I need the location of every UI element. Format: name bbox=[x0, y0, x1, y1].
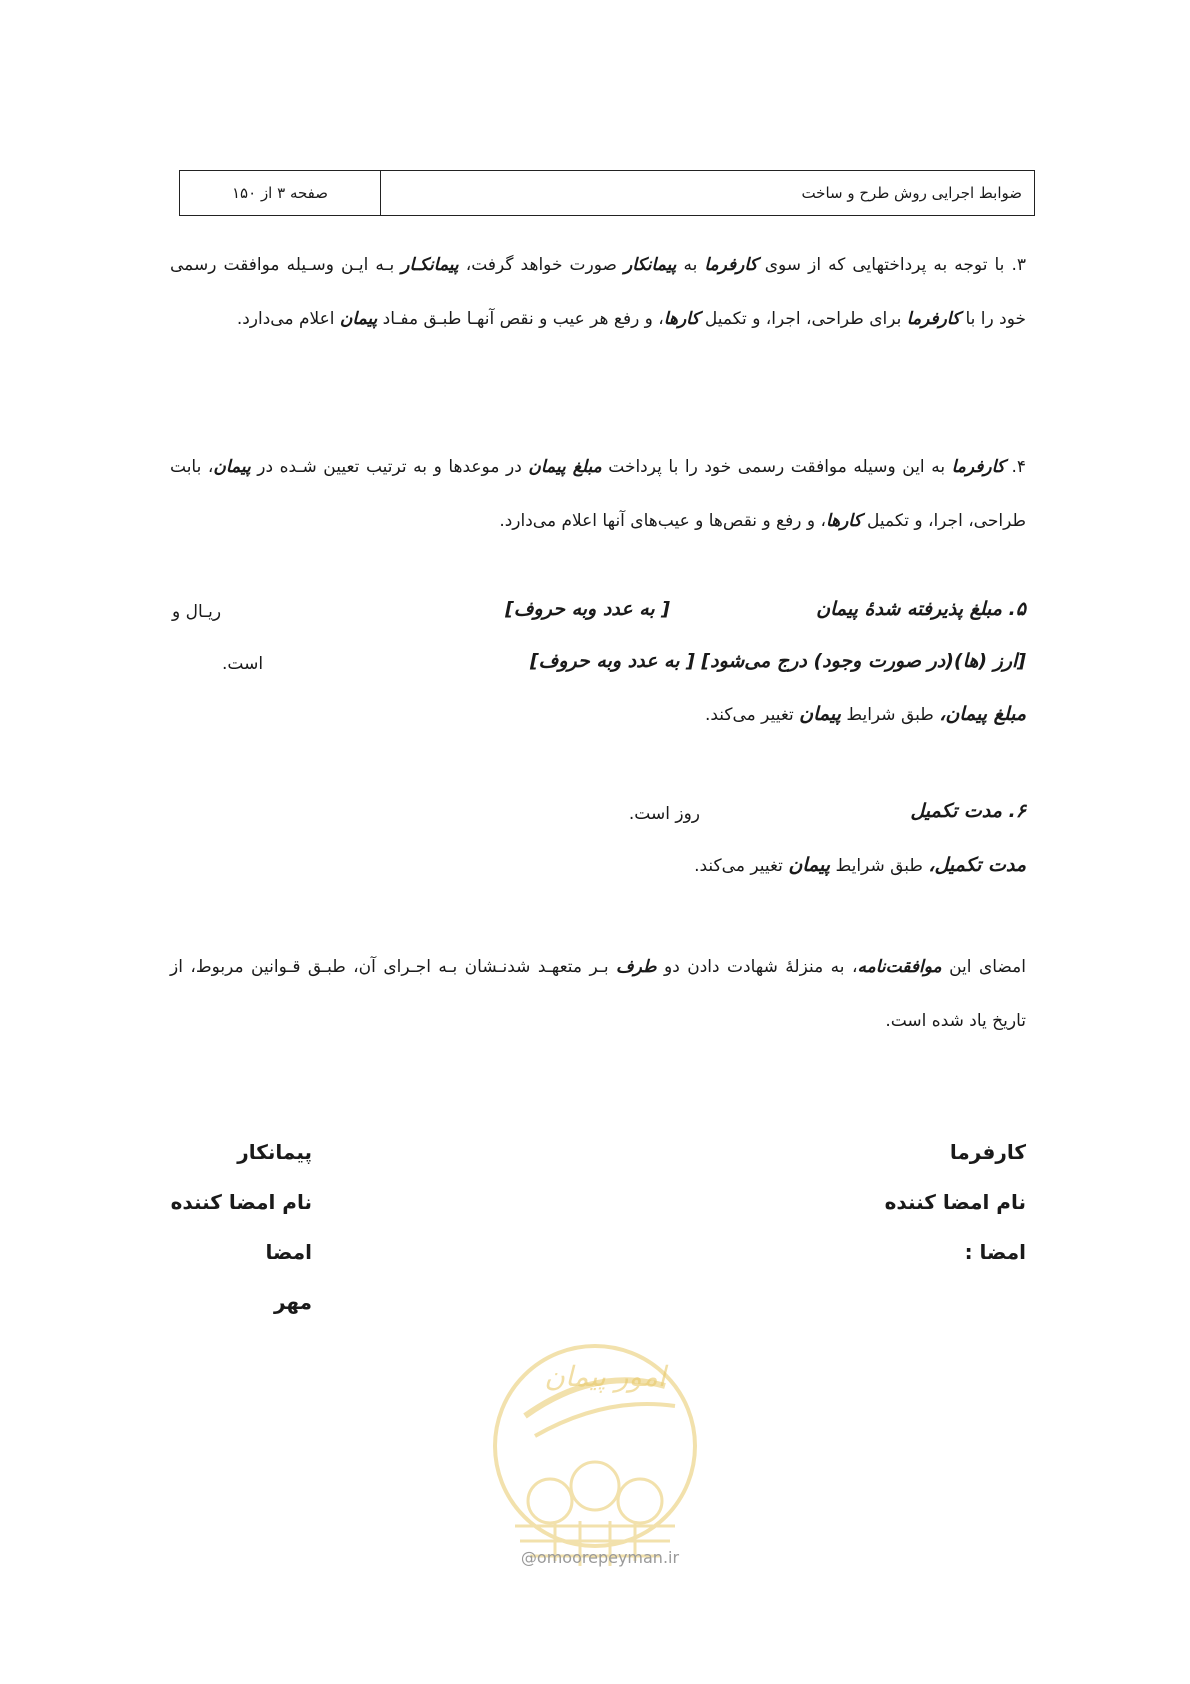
term-contractor: پیمانکـار bbox=[401, 255, 459, 275]
text: به این وسیله موافقت رسمی خود را با پرداخت bbox=[601, 457, 952, 477]
text: تغییر می‌کند. bbox=[694, 856, 789, 876]
contractor-signature: امضا bbox=[265, 1240, 312, 1264]
contractor-heading: پیمانکار bbox=[237, 1140, 312, 1164]
term-employer: کارفرما bbox=[951, 457, 1005, 477]
accepted-price-label: ۵. مبلغ پذیرفته شدهٔ پیمان bbox=[816, 598, 1026, 620]
term-contract: پیمان bbox=[213, 457, 251, 477]
amount-placeholder: [ به عدد وبه حروف] bbox=[505, 598, 670, 620]
text: تغییر می‌کند. bbox=[704, 705, 800, 725]
paragraph-4 bbox=[170, 440, 1026, 548]
text: ، بابت طراحی، اجرا، و تکمیل bbox=[170, 457, 1026, 531]
term-agreement: موافقت‌نامه bbox=[857, 957, 942, 977]
watermark-site-text: omoorepeyman.ir bbox=[536, 1548, 680, 1567]
term-party: طرف bbox=[616, 957, 657, 977]
text: ، به منزلهٔ شهادت دادن دو bbox=[656, 957, 858, 977]
page-header bbox=[179, 170, 1035, 216]
term-works: کارها bbox=[663, 309, 700, 329]
page-number: صفحه ۳ از ۱۵۰ bbox=[232, 184, 329, 202]
completion-change-line bbox=[694, 854, 1026, 876]
employer-signer-name: نام امضا کننده bbox=[884, 1190, 1026, 1214]
text: طبق شرایط bbox=[840, 705, 940, 725]
paragraph-3 bbox=[170, 238, 1026, 346]
term-works: کارها bbox=[825, 511, 862, 531]
term-contract-price: مبلغ پیمان bbox=[528, 457, 602, 477]
text: طبق شرایط bbox=[830, 856, 929, 876]
text: صورت خواهد گرفت، bbox=[458, 255, 625, 275]
term-contract-price: مبلغ پیمان، bbox=[939, 703, 1026, 725]
document-title: ضوابط اجرایی روش طرح و ساخت bbox=[380, 171, 1034, 215]
text: اعلام می‌دارد. bbox=[236, 309, 340, 329]
contractor-seal: مهر bbox=[273, 1290, 312, 1314]
watermark-logo-text: امور پیمان bbox=[544, 1360, 666, 1393]
text: برای طراحی، اجرا، و تکمیل bbox=[699, 309, 907, 329]
text: بـر متعهـد شدنـشان بـه اجـرای آن، طبـق قـوانین مربوط، از تاریخ یاد شده است. bbox=[170, 957, 1026, 1031]
term-contract: پیمان bbox=[339, 309, 378, 329]
term-employer: کارفرما bbox=[906, 309, 961, 329]
term-completion-time: مدت تکمیل، bbox=[928, 854, 1026, 876]
text: ، و رفع هر عیب و نقص آنهـا طبـق مفـاد bbox=[377, 309, 664, 329]
currency-placeholder: [ارز (ها)(در صورت وجود) درج می‌شود] [ به عدد وبه حروف] bbox=[529, 650, 1026, 672]
price-change-line bbox=[705, 703, 1026, 725]
employer-heading: کارفرما bbox=[949, 1140, 1026, 1164]
completion-time-label: ۶. مدت تکمیل bbox=[910, 800, 1026, 822]
text: امضای این bbox=[941, 957, 1026, 977]
text: ، و رفع و نقص‌ها و عیب‌های آنها اعلام می‌دارد. bbox=[499, 511, 826, 531]
contractor-signer-name: نام امضا کننده bbox=[170, 1190, 312, 1214]
ast-text: است. bbox=[222, 654, 264, 674]
para-number: ۳. bbox=[1011, 255, 1027, 275]
text: به bbox=[676, 255, 705, 275]
term-employer: کارفرما bbox=[704, 255, 758, 275]
rial-text: ریـال و bbox=[172, 602, 222, 622]
text: بـه ایـن وسـیله موافقت رسمی خود را با bbox=[170, 255, 1026, 329]
watermark-site: @omoorepeyman.ir bbox=[520, 1548, 680, 1567]
term-contract: پیمان bbox=[799, 703, 841, 725]
employer-signature: امضا : bbox=[964, 1240, 1026, 1264]
term-contractor: پیمانکار bbox=[624, 255, 677, 275]
days-text: روز است. bbox=[628, 804, 700, 824]
text: در موعدها و به ترتیب تعیین شـده در bbox=[250, 457, 529, 477]
closing-paragraph bbox=[170, 940, 1026, 1048]
text: با توجه به پرداختهایی که از سوی bbox=[757, 255, 1012, 275]
term-contract: پیمان bbox=[788, 854, 831, 876]
para-number: ۴. bbox=[1004, 457, 1027, 477]
